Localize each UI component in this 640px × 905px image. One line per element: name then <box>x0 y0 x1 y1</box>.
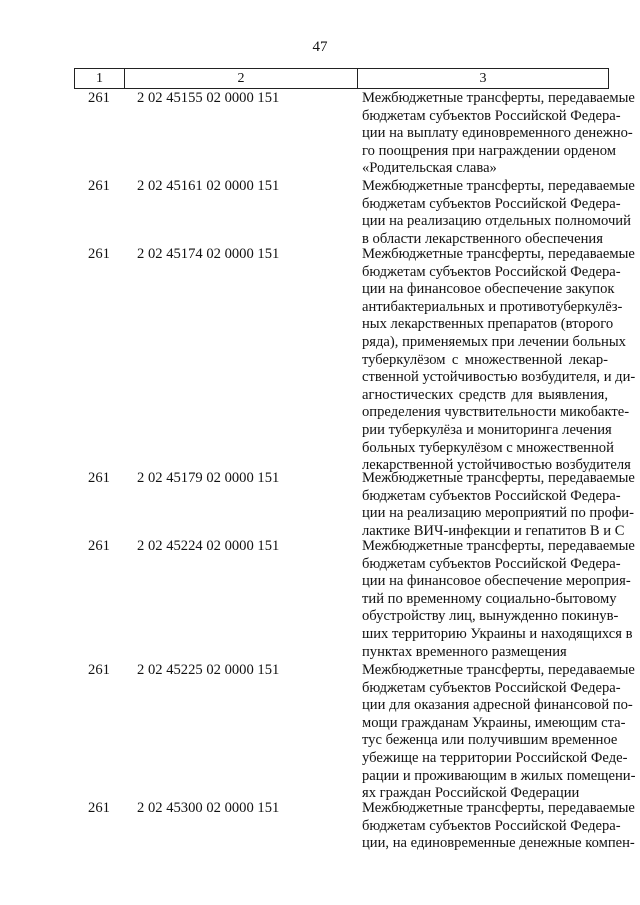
description-line: ных лекарственных препаратов (второго <box>362 316 614 333</box>
description-line: бюджетам субъектов Российской Федера- <box>362 555 621 572</box>
column-header-1: 1 <box>75 69 125 88</box>
admin-code-cell: 261 <box>88 662 110 678</box>
description-line: ции на финансовое обеспечение закупок <box>362 281 615 298</box>
description-line: обустройству лиц, вынужденно покинув- <box>362 608 619 625</box>
description-line: ции на реализацию отдельных полномочий <box>362 213 631 230</box>
budget-code-cell: 2 02 45155 02 0000 151 <box>137 90 280 106</box>
column-header-3: 3 <box>358 69 609 88</box>
description-line: бюджетам субъектов Российской Федера- <box>362 487 621 504</box>
description-line: ших территорию Украины и находящихся в <box>362 625 633 642</box>
description-line: рии туберкулёза и мониторинга лечения <box>362 421 612 438</box>
column-header-2: 2 <box>125 69 358 88</box>
description-line: антибактериальных и противотуберкулёз- <box>362 298 623 315</box>
description-line: в области лекарственного обеспечения <box>362 230 603 247</box>
description-line: рации и проживающим в жилых помещени- <box>362 767 636 784</box>
description-line: туберкулёзом с множественной лекар- <box>362 351 608 368</box>
description-line: Межбюджетные трансферты, передаваемые <box>362 90 635 106</box>
budget-code-cell: 2 02 45174 02 0000 151 <box>137 246 280 262</box>
description-line: бюджетам субъектов Российской Федера- <box>362 817 621 834</box>
description-cell <box>362 800 635 853</box>
budget-code-cell: 2 02 45161 02 0000 151 <box>137 178 280 194</box>
admin-code-cell: 261 <box>88 470 110 486</box>
budget-code-cell: 2 02 45225 02 0000 151 <box>137 662 280 678</box>
description-line: «Родительская слава» <box>362 160 497 177</box>
description-line: ственной устойчивостью возбудителя, и ди- <box>362 369 636 386</box>
description-line: бюджетам субъектов Российской Федера- <box>362 107 621 124</box>
admin-code-cell: 261 <box>88 538 110 554</box>
description-cell <box>362 662 636 803</box>
description-line: го поощрения при награждении орденом <box>362 142 617 159</box>
description-line: ции на реализацию мероприятий по профи- <box>362 505 634 522</box>
description-line: лекарственной устойчивостью возбудителя <box>362 457 631 474</box>
description-line: больных туберкулёзом с множественной <box>362 439 614 456</box>
description-line: ции, на единовременные денежные компен- <box>362 835 635 852</box>
budget-code-cell: 2 02 45224 02 0000 151 <box>137 538 280 554</box>
description-line: агностических средств для выявления, <box>362 386 608 403</box>
description-line: мощи гражданам Украины, имеющим ста- <box>362 714 626 731</box>
table-header <box>74 68 609 89</box>
description-line: ряда), применяемых при лечении больных <box>362 333 626 350</box>
description-line: пунктах временного размещения <box>362 643 567 660</box>
description-line: определения чувствительности микобакте- <box>362 404 630 421</box>
admin-code-cell: 261 <box>88 178 110 194</box>
admin-code-cell: 261 <box>88 90 110 106</box>
description-cell <box>362 178 635 248</box>
description-line: ции на выплату единовременного денежно- <box>362 125 633 142</box>
description-cell <box>362 470 635 540</box>
description-line: Межбюджетные трансферты, передаваемые <box>362 470 635 486</box>
page-number: 47 <box>312 39 328 55</box>
description-cell <box>362 90 635 178</box>
description-line: Межбюджетные трансферты, передаваемые <box>362 246 635 262</box>
admin-code-cell: 261 <box>88 246 110 262</box>
description-line: Межбюджетные трансферты, передаваемые <box>362 538 635 554</box>
description-line: Межбюджетные трансферты, передаваемые <box>362 662 635 678</box>
description-line: ях граждан Российской Федерации <box>362 785 580 802</box>
description-cell <box>362 538 635 661</box>
description-line: Межбюджетные трансферты, передаваемые <box>362 178 635 194</box>
description-line: Межбюджетные трансферты, передаваемые <box>362 800 635 816</box>
budget-code-cell: 2 02 45179 02 0000 151 <box>137 470 280 486</box>
description-line: бюджетам субъектов Российской Федера- <box>362 679 621 696</box>
description-line: лактике ВИЧ-инфекции и гепатитов В и С <box>362 522 625 539</box>
description-cell <box>362 246 636 475</box>
budget-code-cell: 2 02 45300 02 0000 151 <box>137 800 280 816</box>
description-line: ции на финансовое обеспечение мероприя- <box>362 573 631 590</box>
description-line: бюджетам субъектов Российской Федера- <box>362 195 621 212</box>
admin-code-cell: 261 <box>88 800 110 816</box>
description-line: тус беженца или получившим временное <box>362 732 618 749</box>
description-line: бюджетам субъектов Российской Федера- <box>362 263 621 280</box>
description-line: ции для оказания адресной финансовой по- <box>362 697 633 714</box>
description-line: тий по временному социально-бытовому <box>362 590 617 607</box>
description-line: убежище на территории Российской Феде- <box>362 749 628 766</box>
